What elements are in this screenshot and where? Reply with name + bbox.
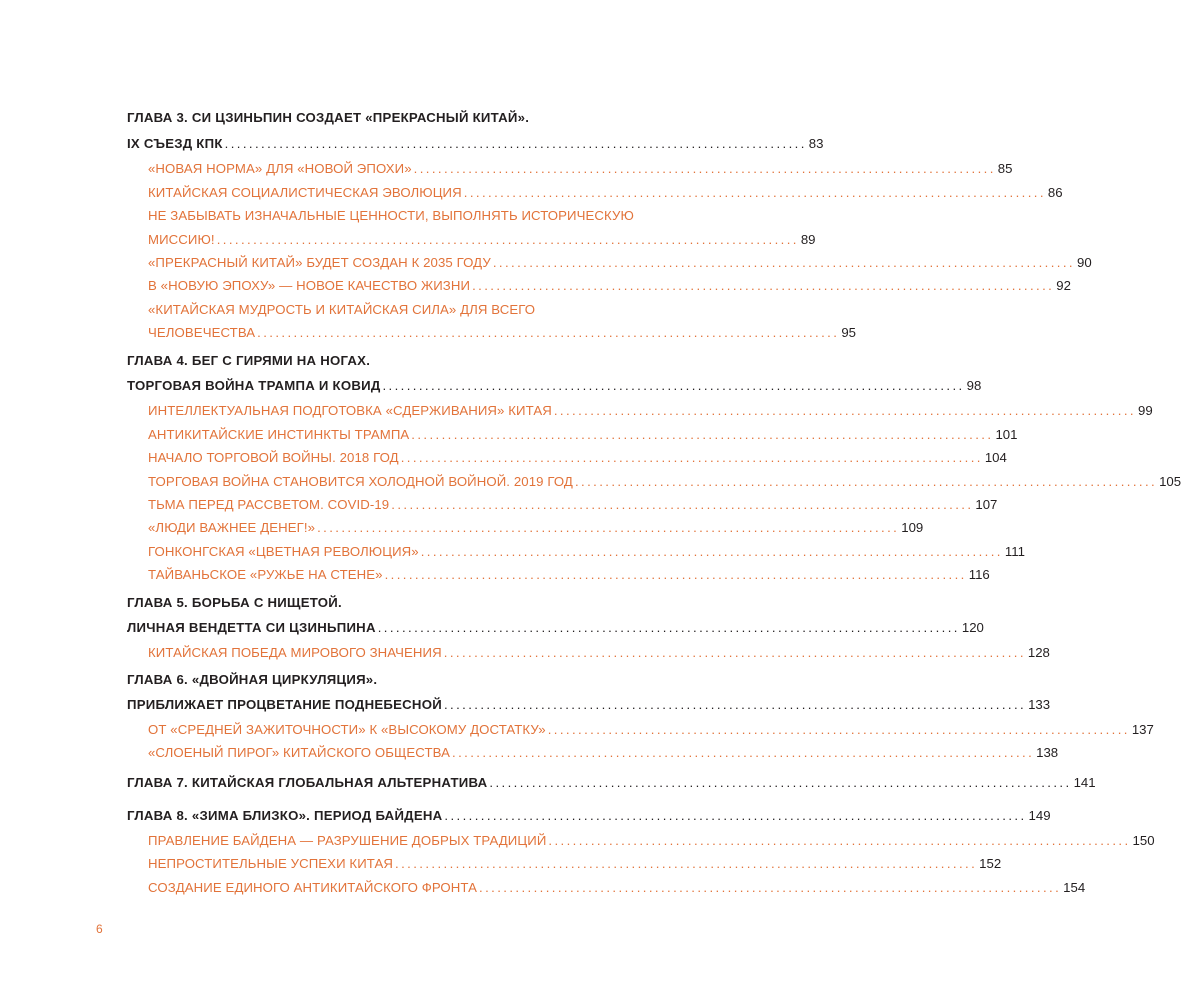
toc-entry-page: 92 <box>1056 278 1071 293</box>
toc-entry-title: ИНТЕЛЛЕКТУАЛЬНАЯ ПОДГОТОВКА «СДЕРЖИВАНИЯ» КИТАЯ <box>148 403 552 418</box>
dot-leader: ................................................................................................ <box>411 427 994 442</box>
dot-leader: ................................................................................................ <box>489 775 1072 790</box>
toc-entry-title: ТОРГОВАЯ ВОЙНА ТРАМПА И КОВИД <box>127 378 381 393</box>
dot-leader: ................................................................................................ <box>547 722 1130 737</box>
toc-entry <box>148 397 1153 419</box>
toc-entry-title: ЧЕЛОВЕЧЕСТВА <box>148 325 256 340</box>
toc-entry <box>148 444 1007 466</box>
dot-leader: ................................................................................................ <box>317 520 900 535</box>
toc-entry-title: «СЛОЕНЫЙ ПИРОГ» КИТАЙСКОГО ОБЩЕСТВА <box>148 745 450 760</box>
toc-entry-title: КИТАЙСКАЯ ПОБЕДА МИРОВОГО ЗНАЧЕНИЯ <box>148 645 442 660</box>
toc-entry <box>148 827 1155 849</box>
toc-entry <box>127 130 824 152</box>
toc-entry-title: ЛИЧНАЯ ВЕНДЕТТА СИ ЦЗИНЬПИНА <box>127 620 376 635</box>
toc-entry <box>148 538 1025 560</box>
toc-entry-page: 90 <box>1077 255 1092 270</box>
toc-entry-title: ГЛАВА 7. КИТАЙСКАЯ ГЛОБАЛЬНАЯ АЛЬТЕРНАТИВА <box>127 775 488 790</box>
toc-entry <box>148 249 1092 271</box>
dot-leader: ................................................................................................ <box>413 161 996 176</box>
toc-entry-title: ТЬМА ПЕРЕД РАССВЕТОМ. COVID-19 <box>148 497 390 512</box>
toc-entry-page: 138 <box>1036 745 1059 760</box>
toc-entry-title: «НОВАЯ НОРМА» ДЛЯ «НОВОЙ ЭПОХИ» <box>148 161 412 176</box>
toc-entry <box>148 296 698 318</box>
toc-entry <box>148 491 998 513</box>
toc-entry-page: 120 <box>961 620 984 635</box>
dot-leader: ................................................................................................ <box>574 474 1158 489</box>
toc-entry-page: 105 <box>1159 474 1181 489</box>
dot-leader: ................................................................................................ <box>395 856 978 871</box>
dot-leader: ................................................................................................ <box>444 808 1027 823</box>
toc-entry-page: 141 <box>1073 775 1096 790</box>
toc-entry <box>127 769 1096 791</box>
dot-leader: ................................................................................................ <box>384 567 967 582</box>
toc-entry-title: «ЛЮДИ ВАЖНЕЕ ДЕНЕГ!» <box>148 520 316 535</box>
toc-entry-title: ОТ «СРЕДНЕЙ ЗАЖИТОЧНОСТИ» К «ВЫСОКОМУ ДОСТАТКУ» <box>148 722 546 737</box>
dot-leader: ................................................................................................ <box>216 232 799 247</box>
toc-entry-page: 101 <box>995 427 1018 442</box>
toc-entry-title: ТОРГОВАЯ ВОЙНА СТАНОВИТСЯ ХОЛОДНОЙ ВОЙНОЙ. 2019 ГОД <box>148 474 573 489</box>
toc-entry <box>148 639 1050 661</box>
toc-entry <box>148 850 1002 872</box>
toc-entry-title: «КИТАЙСКАЯ МУДРОСТЬ И КИТАЙСКАЯ СИЛА» ДЛЯ ВСЕГО <box>148 302 536 317</box>
toc-entry-page: 109 <box>901 520 924 535</box>
dot-leader: ................................................................................................ <box>382 378 965 393</box>
dot-leader: ................................................................................................ <box>257 325 840 340</box>
dot-leader: ................................................................................................ <box>452 745 1035 760</box>
toc-entry-title: МИССИЮ! <box>148 232 215 247</box>
toc-entry <box>148 561 990 583</box>
dot-leader: ................................................................................................ <box>400 450 983 465</box>
dot-leader: ................................................................................................ <box>420 544 1003 559</box>
toc-entry <box>127 802 1051 824</box>
toc-entry <box>127 666 698 688</box>
toc-entry-title: ГОНКОНГСКАЯ «ЦВЕТНАЯ РЕВОЛЮЦИЯ» <box>148 544 419 559</box>
toc-entry-title: СОЗДАНИЕ ЕДИНОГО АНТИКИТАЙСКОГО ФРОНТА <box>148 880 478 895</box>
toc-entry-page: 95 <box>841 325 856 340</box>
dot-leader: ................................................................................................ <box>463 185 1046 200</box>
toc-entry <box>127 104 698 126</box>
dot-leader: ................................................................................................ <box>472 278 1055 293</box>
toc-entry-page: 137 <box>1131 722 1154 737</box>
dot-leader: ................................................................................................ <box>492 255 1075 270</box>
dot-leader: ................................................................................................ <box>443 697 1027 712</box>
toc-entry-page: 133 <box>1028 697 1051 712</box>
toc-entry-page: 150 <box>1132 833 1155 848</box>
toc-entry <box>127 691 1051 713</box>
toc-entry-title: ГЛАВА 5. БОРЬБА С НИЩЕТОЙ. <box>127 595 342 610</box>
toc-entry-page: 107 <box>975 497 998 512</box>
toc-entry <box>148 514 924 536</box>
toc-entry-page: 99 <box>1138 403 1153 418</box>
toc-entry <box>127 372 982 394</box>
toc-entry-title: ГЛАВА 8. «ЗИМА БЛИЗКО». ПЕРИОД БАЙДЕНА <box>127 808 443 823</box>
toc-entry-title: ГЛАВА 4. БЕГ С ГИРЯМИ НА НОГАХ. <box>127 353 371 368</box>
dot-leader: ................................................................................................ <box>224 136 807 151</box>
toc-entry-page: 116 <box>968 567 990 582</box>
toc-entry-title: КИТАЙСКАЯ СОЦИАЛИСТИЧЕСКАЯ ЭВОЛЮЦИЯ <box>148 185 462 200</box>
toc-entry-page: 149 <box>1028 808 1051 823</box>
dot-leader: ................................................................................................ <box>377 620 960 635</box>
toc-entry <box>148 421 1018 443</box>
toc-entry <box>148 319 856 341</box>
toc-entry <box>148 226 816 248</box>
toc-entry-title: IX СЪЕЗД КПК <box>127 136 223 151</box>
dot-leader: ................................................................................................ <box>548 833 1131 848</box>
toc-entry-title: «ПРЕКРАСНЫЙ КИТАЙ» БУДЕТ СОЗДАН К 2035 ГОДУ <box>148 255 491 270</box>
toc-entry-title: В «НОВУЮ ЭПОХУ» — НОВОЕ КАЧЕСТВО ЖИЗНИ <box>148 278 471 293</box>
toc-entry-page: 128 <box>1027 645 1050 660</box>
toc-entry-page: 83 <box>808 136 824 151</box>
toc-entry <box>127 614 984 636</box>
toc-entry-title: ПРАВЛЕНИЕ БАЙДЕНА — РАЗРУШЕНИЕ ДОБРЫХ ТРАДИЦИЙ <box>148 833 547 848</box>
toc-entry <box>148 716 1154 738</box>
dot-leader: ................................................................................................ <box>479 880 1062 895</box>
toc-entry-title: АНТИКИТАЙСКИЕ ИНСТИНКТЫ ТРАМПА <box>148 427 410 442</box>
toc-entry-page: 89 <box>800 232 816 247</box>
toc-entry <box>148 155 1013 177</box>
dot-leader: ................................................................................................ <box>553 403 1136 418</box>
toc-entry <box>148 179 1063 201</box>
toc-entry-page: 152 <box>979 856 1002 871</box>
toc-entry-title: ГЛАВА 6. «ДВОЙНАЯ ЦИРКУЛЯЦИЯ». <box>127 672 378 687</box>
toc-entry <box>127 347 698 369</box>
toc-entry-title: ГЛАВА 3. СИ ЦЗИНЬПИН СОЗДАЕТ «ПРЕКРАСНЫЙ КИТАЙ». <box>127 110 530 125</box>
toc-entry-page: 104 <box>984 450 1007 465</box>
toc-entry-page: 154 <box>1063 880 1086 895</box>
toc-entry-title: НЕ ЗАБЫВАТЬ ИЗНАЧАЛЬНЫЕ ЦЕННОСТИ, ВЫПОЛНЯТЬ ИСТОРИЧЕСКУЮ <box>148 208 634 223</box>
toc-entry <box>148 468 1181 490</box>
dot-leader: ................................................................................................ <box>443 645 1026 660</box>
toc-entry-page: 86 <box>1047 185 1063 200</box>
toc-entry-title: НЕПРОСТИТЕЛЬНЫЕ УСПЕХИ КИТАЯ <box>148 856 394 871</box>
toc-entry <box>148 272 1071 294</box>
toc-entry-page: 98 <box>966 378 982 393</box>
toc-entry <box>148 202 698 224</box>
toc-entry <box>127 589 698 611</box>
toc-entry-title: ПРИБЛИЖАЕТ ПРОЦВЕТАНИЕ ПОДНЕБЕСНОЙ <box>127 697 442 712</box>
toc-entry <box>148 739 1059 761</box>
page-number: 6 <box>96 922 103 936</box>
toc-entry-page: 85 <box>997 161 1013 176</box>
toc-entry-title: ТАЙВАНЬСКОЕ «РУЖЬЕ НА СТЕНЕ» <box>148 567 383 582</box>
toc-entry <box>148 874 1086 896</box>
toc-entry-title: НАЧАЛО ТОРГОВОЙ ВОЙНЫ. 2018 ГОД <box>148 450 399 465</box>
toc-entry-page: 111 <box>1004 544 1025 559</box>
dot-leader: ................................................................................................ <box>391 497 974 512</box>
